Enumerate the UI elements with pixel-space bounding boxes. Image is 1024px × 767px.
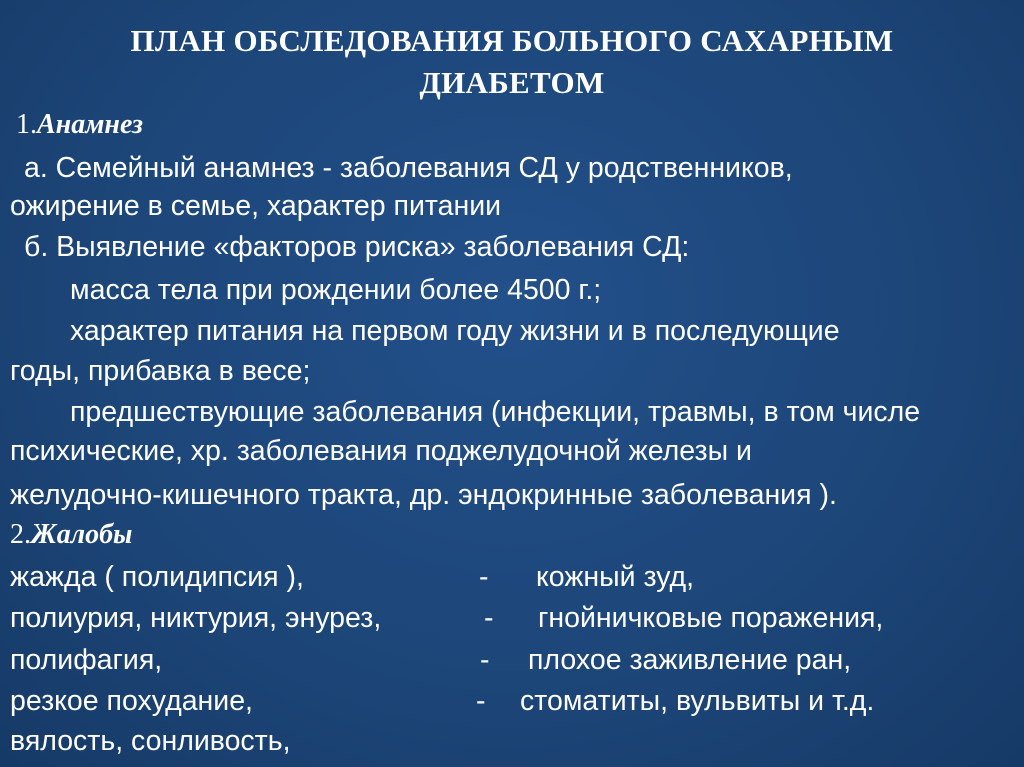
risk-factor-diseases-line-3: желудочно-кишечного тракта, др. эндокринные заболевания ).	[10, 479, 837, 511]
complaint-right: гнойничковые поражения,	[538, 602, 884, 634]
slide-title	[0, 20, 1024, 104]
complaint-left: жажда ( полидипсия ),	[10, 561, 304, 593]
anamnesis-a-line-1: а. Семейный анамнез - заболевания СД у родственников,	[24, 152, 793, 184]
complaint-row	[0, 601, 1024, 635]
section-2-number: 2.	[10, 519, 31, 550]
risk-factor-nutrition-line-2: годы, прибавка в весе;	[10, 355, 311, 387]
complaint-dash: -	[484, 602, 494, 634]
complaint-row	[0, 560, 1024, 594]
complaint-dash: -	[479, 561, 489, 593]
anamnesis-b-line-1: б. Выявление «факторов риска» заболевания СД:	[24, 231, 690, 263]
complaint-row	[0, 643, 1024, 677]
section-1-heading	[16, 108, 143, 142]
section-2-heading	[10, 518, 132, 552]
complaint-dash: -	[476, 685, 486, 717]
risk-factor-birth-weight: масса тела при рождении более 4500 г.;	[70, 274, 602, 306]
section-1-number: 1.	[16, 109, 37, 140]
complaint-right: кожный зуд,	[536, 561, 695, 593]
complaint-left: резкое похудание,	[10, 685, 253, 717]
risk-factor-diseases-line-1: предшествующие заболевания (инфекции, травмы, в том числе	[70, 396, 921, 428]
anamnesis-a-line-2: ожирение в семье, характер питании	[10, 190, 502, 222]
complaint-left: полифагия,	[10, 644, 163, 676]
section-2-title: Жалобы	[31, 519, 133, 550]
risk-factor-nutrition-line-1: характер питания на первом году жизни и в последующие	[70, 315, 840, 347]
complaint-right: стоматиты, вульвиты и т.д.	[520, 685, 875, 717]
complaint-row	[0, 684, 1024, 718]
title-line-2: ДИАБЕТОМ	[419, 65, 605, 100]
complaint-left: полиурия, никтурия, энурез,	[10, 602, 382, 634]
risk-factor-diseases-line-2: психические, хр. заболевания поджелудочной железы и	[10, 435, 752, 467]
complaint-right: плохое заживление ран,	[528, 644, 852, 676]
complaint-row	[0, 724, 1024, 758]
title-line-1: ПЛАН ОБСЛЕДОВАНИЯ БОЛЬНОГО САХАРНЫМ	[130, 23, 894, 58]
section-1-title: Анамнез	[37, 109, 143, 140]
complaint-left: вялость, сонливость,	[10, 725, 291, 757]
complaint-dash: -	[480, 644, 490, 676]
